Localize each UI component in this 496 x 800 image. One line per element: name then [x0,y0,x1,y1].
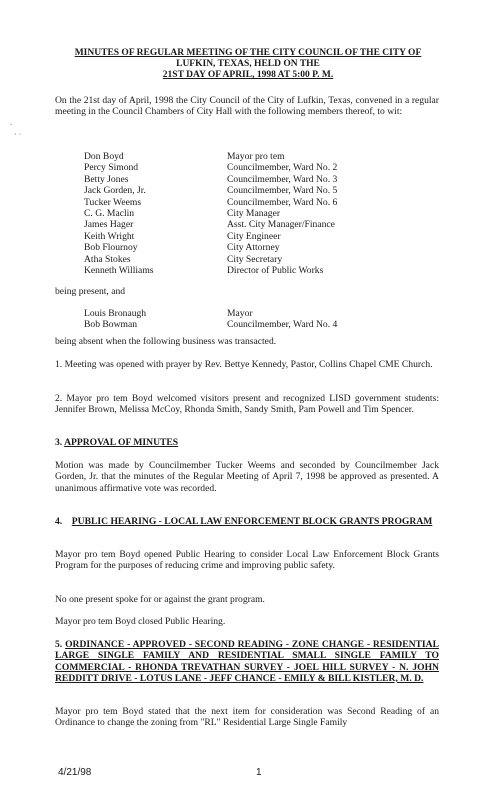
item-3-text: Motion was made by Councilmember Tucker Weems and seconded by Councilmember Jack Gorden, Jr. that the minutes of the Regular Meeting of April 7, 1998 be approved as presented. A unanimous affirmative vote was recorded. [55,460,439,494]
member-name: James Hager [84,219,134,231]
member-title: Asst. City Manager/Finance [227,219,335,231]
member-row [84,242,337,253]
minutes-title-line-3: 21ST DAY OF APRIL, 1998 AT 5:00 P. M. [162,70,334,80]
member-row [84,208,337,219]
member-name: Don Boyd [84,151,124,162]
item-5-text: Mayor pro tem Boyd stated that the next item for consideration was Second Reading of an Ordinance to change the zoning from "RL" Residential Large Single Family [55,706,439,729]
member-title: Councilmember, Ward No. 5 [227,185,338,197]
item-5-number: 5. [55,639,63,650]
member-title: Director of Public Works [227,265,324,277]
member-name: Kenneth Williams [84,265,154,277]
item-1-prayer: 1. Meeting was opened with prayer by Rev. Bettye Kennedy, Pastor, Collins Chapel CME Church. [55,359,433,370]
member-title: City Attorney [227,242,280,254]
item-5-title: ORDINANCE - APPROVED - SECOND READING - ZONE CHANGE - RESIDENTIAL LARGE SINGLE FAMILY AND RESIDENTIAL SMALL SINGLE FAMILY TO COMMERCIAL - RHONDA TREVATHAN SURVEY - JOEL HILL SURVEY - N. JOHN REDDITT DRIVE - LOTUS LANE - JEFF CHANCE - EMILY & BILL KISTLER, M. D. [55,639,439,684]
member-name: Betty Jones [84,173,129,185]
member-row [84,162,337,173]
member-name: Bob Flournoy [84,242,138,254]
member-name: Jack Gorden, Jr. [84,185,146,197]
intro-paragraph: On the 21st day of April, 1998 the City Council of the City of Lufkin, Texas, convened in a regular meeting in the Council Chambers of City Hall with the following members thereof, to wit: [55,95,439,118]
member-row [84,197,337,208]
item-4-heading [55,516,439,527]
item-3-heading [55,437,439,448]
member-name: C. G. Maclin [84,208,135,220]
absent-members-table [84,308,337,331]
item-4-paragraph-2: No one present spoke for or against the grant program. [55,594,265,605]
item-3-title: APPROVAL OF MINUTES [64,437,179,448]
margin-mark: · · [14,130,22,139]
item-4-number: 4. [55,516,63,527]
member-name: Louis Bronaugh [84,308,147,319]
member-title: Councilmember, Ward No. 6 [227,196,338,208]
member-title: Councilmember, Ward No. 2 [227,162,338,174]
member-name: Bob Bowman [84,319,138,331]
member-title: City Manager [227,208,281,220]
member-row [84,219,337,230]
member-row [84,265,337,276]
member-title: City Secretary [227,253,283,265]
member-title: City Engineer [227,230,281,242]
item-2-visitors: 2. Mayor pro tem Boyd welcomed visitors present and recognized LISD government students: Jennifer Brown, Melissa McCoy, Rhonda Smith, Sandy Smith, Pam Powell and Tim Spencer. [55,393,439,416]
minutes-title-line-2: LUFKIN, TEXAS, HELD ON THE [176,59,320,69]
member-name: Keith Wright [84,230,135,242]
item-4-title: PUBLIC HEARING - LOCAL LAW ENFORCEMENT BLOCK GRANTS PROGRAM [71,516,433,527]
member-title: Mayor [227,308,253,319]
item-4-paragraph-1: Mayor pro tem Boyd opened Public Hearing to consider Local Law Enforcement Block Grants Program for the purposes of reducing crime and improving public safety. [55,549,439,572]
member-name: Percy Simond [84,162,139,174]
margin-mark: . [10,118,12,127]
member-row [84,319,337,330]
item-4-paragraph-3: Mayor pro tem Boyd closed Public Hearing. [55,616,226,627]
being-absent-text: being absent when the following business was transacted. [55,336,277,347]
member-title: Councilmember, Ward No. 4 [227,319,338,331]
member-row [84,185,337,196]
member-row [84,174,337,185]
member-name: Atha Stokes [84,253,131,265]
item-5-heading [55,639,439,684]
being-present-text: being present, and [55,286,126,297]
present-members-table [84,151,337,276]
member-row [84,151,337,162]
member-title: Councilmember, Ward No. 3 [227,173,338,185]
member-name: Tucker Weems [84,196,142,208]
item-3-number: 3. [55,437,63,448]
footer-page-number: 1 [256,767,262,778]
member-title: Mayor pro tem [227,151,285,162]
member-row [84,231,337,242]
footer-date: 4/21/98 [58,767,92,778]
minutes-title-line-1: MINUTES OF REGULAR MEETING OF THE CITY COUNCIL OF THE CITY OF [74,48,422,58]
member-row [84,254,337,265]
member-row [84,308,337,319]
